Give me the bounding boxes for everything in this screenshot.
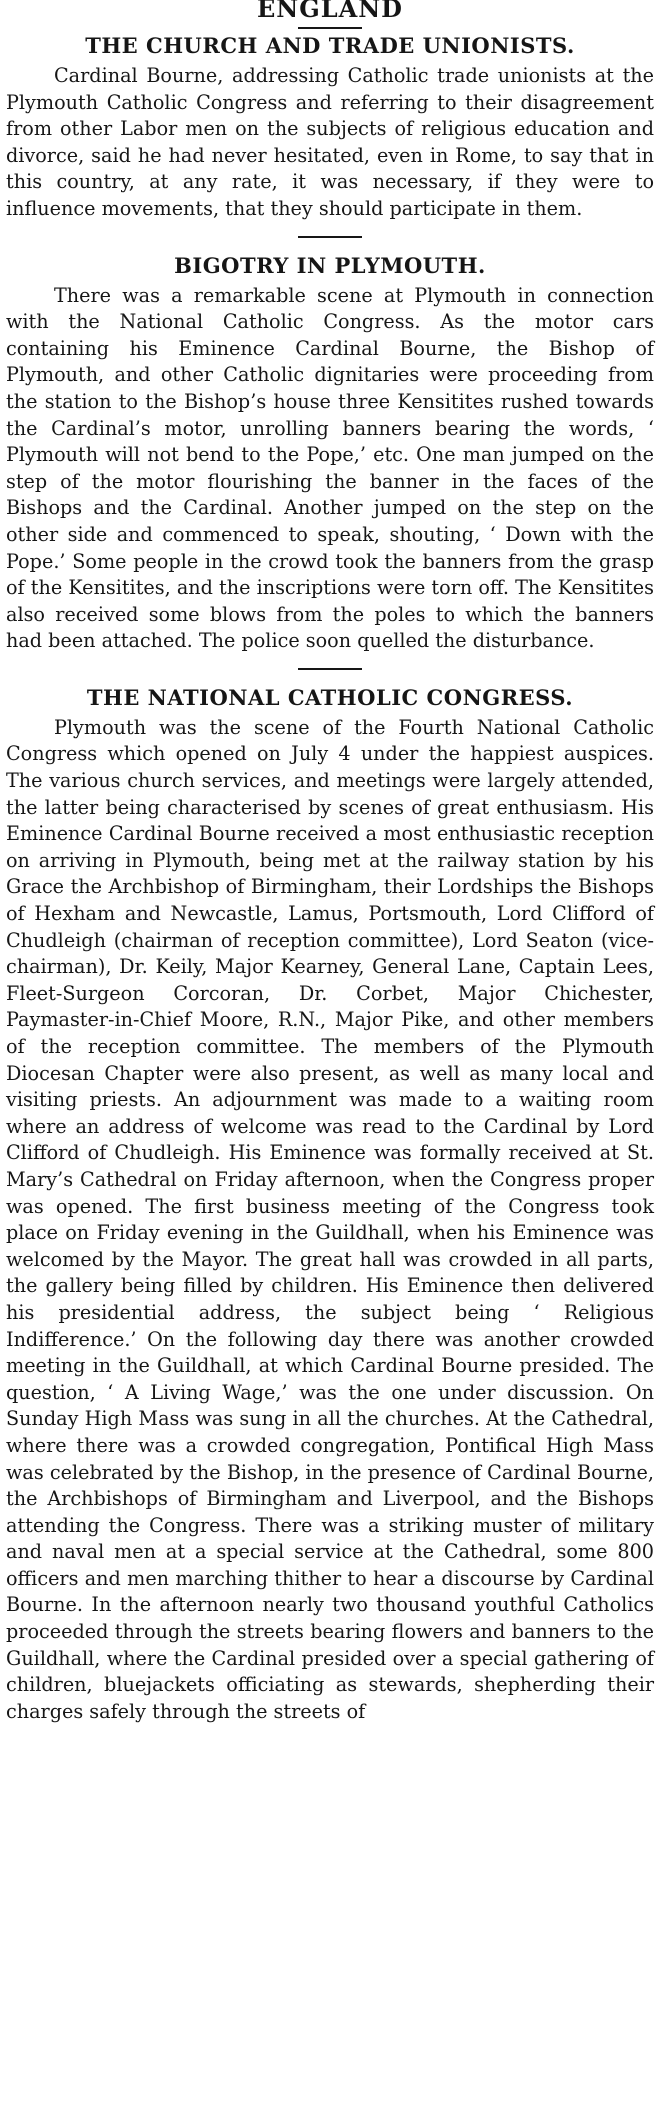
- article-body: Cardinal Bourne, addressing Catholic trade unionists at the Plymouth Catholic Congress and referring to their disagreement from other Labor men on the subjects of religious education and divorce, said he had never hesitated, even in Rome, to say that in this country, at any rate, it was necessary, if they were to influence movements, that they should participate in them.: [6, 64, 654, 220]
- article-separator: [298, 236, 362, 238]
- article-heading: BIGOTRY IN PLYMOUTH.: [174, 252, 486, 278]
- article-heading: THE NATIONAL CATHOLIC CONGRESS.: [86, 684, 574, 710]
- article-bigotry-in-plymouth: [6, 253, 654, 655]
- article-separator: [298, 668, 362, 670]
- article-body: Plymouth was the scene of the Fourth National Catholic Congress which opened on July 4 under the happiest auspices. The various church services, and meetings were largely attended, the latter being characterised by scenes of great enthusiasm. His Eminence Cardinal Bourne received a most enthusiastic reception on arriving in Plymouth, being met at the railway station by his Grace the Archbishop of Birmingham, their Lordships the Bishops of Hexham and Newcastle, Lamus, Portsmouth, Lord Clifford of Chudleigh (chairman of reception committee), Lord Seaton (vice-chairman), Dr. Keily, Major Kearney, General Lane, Captain Lees, Fleet-Surgeon Corcoran, Dr. Corbet, Major Chichester, Paymaster-in-Chief Moore, R.N., Major Pike, and other members of the reception committee. The members of the Plymouth Diocesan Chapter were also present, as well as many local and visiting priests. An adjournment was made to a waiting room where an address of welcome was read to the Cardinal by Lord Clifford of Chudleigh. His Eminence was formally received at St. Mary’s Cathedral on Friday afternoon, when the Congress proper was opened. The first business meeting of the Congress took place on Friday evening in the Guildhall, when his Eminence was welcomed by the Mayor. The great hall was crowded in all parts, the gallery being filled by children. His Eminence then delivered his presidential address, the subject being ‘ Religious Indifference.’ On the following day there was another crowded meeting in the Guildhall, at which Cardinal Bourne presided. The question, ‘ A Living Wage,’ was the one under discussion. On Sunday High Mass was sung in all the churches. At the Cathedral, where there was a crowded congregation, Pontifical High Mass was celebrated by the Bishop, in the presence of Cardinal Bourne, the Archbishops of Birmingham and Liverpool, and the Bishops attending the Congress. There was a striking muster of military and naval men at a special service at the Cathedral, some 800 officers and men marching thither to hear a discourse by Cardinal Bourne. In the afternoon nearly two thousand youthful Catholics proceeded through the streets bearing flowers and banners to the Guildhall, where the Cardinal presided over a special gathering of children, bluejackets officiating as stewards, shepherding their charges safely through the streets of: [6, 715, 654, 1723]
- section-title: ENGLAND: [257, 0, 403, 23]
- article-national-catholic-congress: [6, 685, 654, 1726]
- article-church-trade-unionists: [6, 33, 654, 223]
- title-rule: [298, 27, 362, 29]
- article-heading: THE CHURCH AND TRADE UNIONISTS.: [85, 33, 575, 58]
- article-body: There was a remarkable scene at Plymouth in connection with the National Catholic Congress. As the motor cars containing his Eminence Cardinal Bourne, the Bishop of Plymouth, and other Catholic dignitaries were proceeding from the station to the Bishop’s house three Kensitites rushed towards the Cardinal’s motor, unrolling banners bearing the words, ‘ Plymouth will not bend to the Pope,’ etc. One man jumped on the step of the motor flourishing the banner in the faces of the Bishops and the Cardinal. Another jumped on the step on the other side and commenced to speak, shouting, ‘ Down with the Pope.’ Some people in the crowd took the banners from the grasp of the Kensitites, and the inscriptions were torn off. The Kensitites also received some blows from the poles to which the banners had been attached. The police soon quelled the disturbance.: [6, 283, 654, 653]
